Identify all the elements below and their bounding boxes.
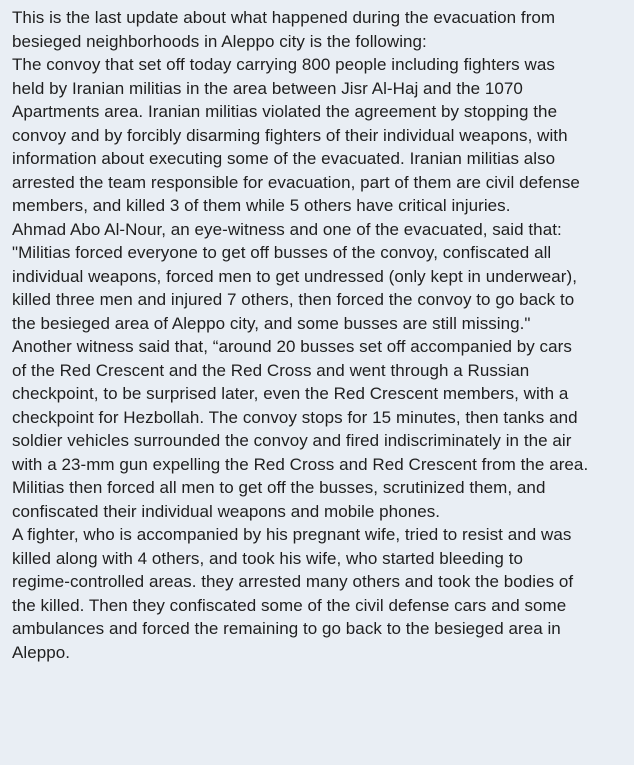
text-line: of the Red Crescent and the Red Cross and went through a Russian [12, 360, 530, 380]
text-line: held by Iranian militias in the area between Jisr Al-Haj and the 1070 [12, 78, 523, 98]
text-line: Militias then forced all men to get off the busses, scrutinized them, and [12, 478, 546, 497]
text-line: the besieged area of Aleppo city, and some busses are still missing." [12, 313, 531, 333]
text-line: individual weapons, forced men to get undressed (only kept in underwear), [12, 266, 577, 286]
text-line: This is the last update about what happened during the evacuation from [12, 8, 556, 27]
text-line: arrested the team responsible for evacuation, part of them are civil defense [12, 172, 580, 192]
text-line: checkpoint for Hezbollah. The convoy stops for 15 minutes, then tanks and [12, 407, 578, 427]
text-line: A fighter, who is accompanied by his pregnant wife, tried to resist and was [12, 525, 572, 544]
text-line: killed along with 4 others, and took his wife, who started bleeding to [12, 548, 523, 568]
text-line: members, and killed 3 of them while 5 others have critical injuries. [12, 196, 511, 215]
text-line: with a 23-mm gun expelling the Red Cross and Red Crescent from the area. [12, 454, 589, 474]
text-line: Apartments area. Iranian militias violated the agreement by stopping the [12, 102, 558, 121]
text-line: The convoy that set off today carrying 800 people including fighters was [12, 55, 555, 74]
text-line: Aleppo. [12, 642, 71, 662]
text-line: soldier vehicles surrounded the convoy and fired indiscriminately in the air [12, 431, 572, 450]
text-line: confiscated their individual weapons and mobile phones. [12, 501, 441, 521]
text-line: ambulances and forced the remaining to go back to the besieged area in [12, 619, 561, 638]
text-line: besieged neighborhoods in Aleppo city is the following: [12, 31, 427, 51]
text-line: convoy and by forcibly disarming fighters of their individual weapons, with [12, 125, 568, 145]
text-line: checkpoint, to be surprised later, even the Red Crescent members, with a [12, 384, 569, 403]
text-line: killed three men and injured 7 others, then forced the convoy to go back to [12, 290, 575, 309]
text-line: Another witness said that, “around 20 busses set off accompanied by cars [12, 337, 572, 356]
text-line: Ahmad Abo Al-Nour, an eye-witness and one of the evacuated, said that: [12, 219, 562, 239]
text-line: regime-controlled areas. they arrested many others and took the bodies of [12, 572, 574, 591]
text-line: the killed. Then they confiscated some of the civil defense cars and some [12, 595, 567, 615]
text-line: "Militias forced everyone to get off busses of the convoy, confiscated all [12, 243, 552, 262]
document-text [12, 6, 626, 664]
text-line: information about executing some of the evacuated. Iranian militias also [12, 149, 556, 168]
